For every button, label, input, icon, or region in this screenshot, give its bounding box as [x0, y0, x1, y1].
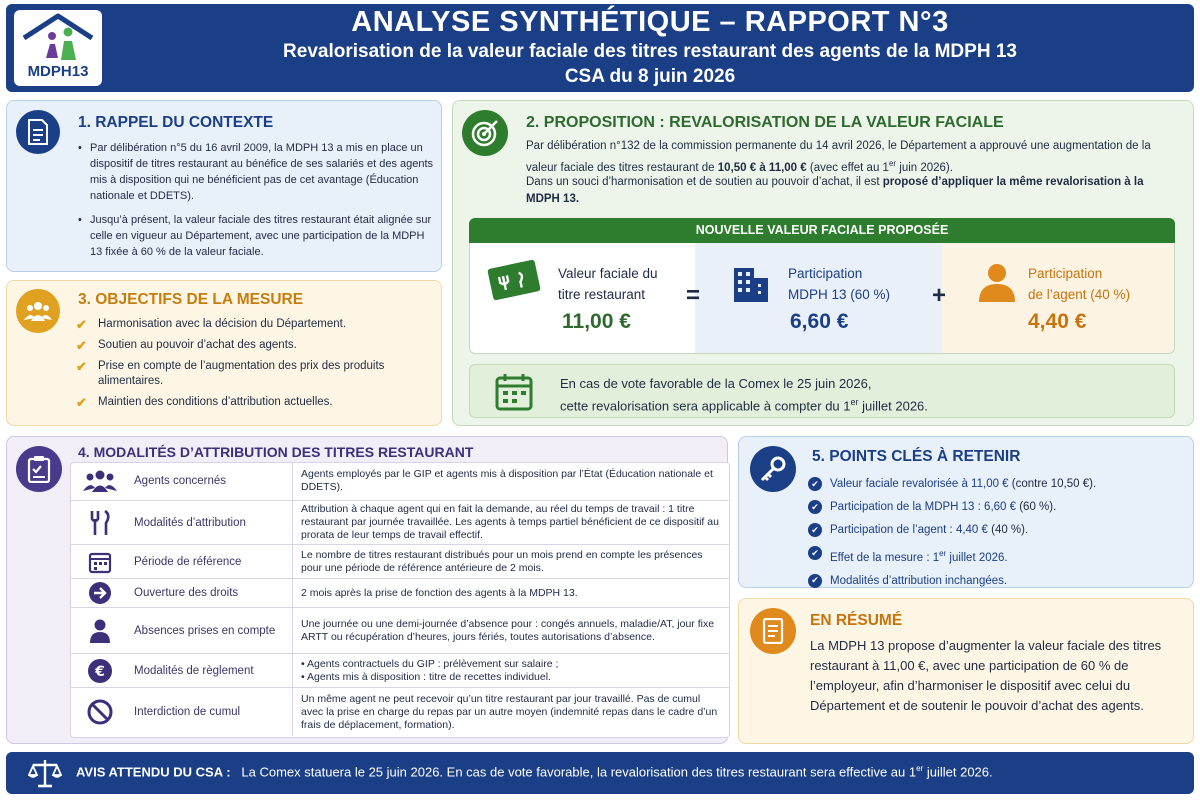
- cutlery-icon: [70, 501, 130, 544]
- calendar-icon: [494, 372, 534, 412]
- summary-text: La MDPH 13 propose d’augmenter la valeur faciale des titres restaurant à 11,00 €, avec une participation de 60 % de l’employeur, afin d’harmoniser le dispositif avec celui du Département et de soutenir le pouvoir d’achat des agents.: [810, 638, 1162, 713]
- check-icon: ✔: [76, 395, 87, 410]
- summary-title: EN RÉSUMÉ: [810, 612, 903, 629]
- row-value: 2 mois après la prise de fonction des agents à la MDPH 13.: [292, 579, 730, 607]
- person-icon: [976, 262, 1018, 302]
- check-icon: ✔: [76, 317, 87, 332]
- table-row: [70, 608, 730, 654]
- keypoint-item: ✔ Valeur faciale revalorisée à 11,00 € (contre 10,50 €).: [808, 477, 1188, 492]
- context-bullet: • Par délibération n°5 du 16 avril 2009, la MDPH 13 a mis en place un dispositif de titres restaurant au bénéfice de ses salariés et des agents mis à disposition qui ne bénéficient pas de cet avantage (Éducation nationale et DDETS).: [78, 140, 434, 204]
- row-label: Modalités d’attribution: [134, 516, 246, 529]
- row-value: Le nombre de titres restaurant distribués pour un mois prend en compte les présences pour une période de référence antérieure de 2 mois.: [292, 545, 730, 578]
- mdph-amount: 6,60 €: [790, 310, 849, 333]
- page-subtitle-date: CSA du 8 juin 2026: [564, 66, 736, 87]
- row-value: Une journée ou une demi-journée d’absence pour : congés annuels, maladie/AT, jour fixe ARTT ou récupération d’heures, jours fériés, toutes autorisations d’absence.: [292, 608, 730, 653]
- footer-text: AVIS ATTENDU DU CSA : La Comex statuera le 25 juin 2026. En cas de vote favorable, la revalorisation des titres restaurant sera effective au 1er juillet 2026.: [76, 764, 993, 780]
- row-value: Attribution à chaque agent qui en fait la demande, au réel du temps de travail : 1 titre restaurant par journée travaillée. Les agents à temps partiel bénéficient de ce dispositif au prorata de leur temps de travail effectif.: [292, 501, 730, 544]
- table-row: [70, 688, 730, 736]
- check-icon: ✔: [76, 338, 87, 353]
- proposal-text-1: Par délibération n°132 de la commission permanente du 14 avril 2026, le Département a approuvé une augmentation de la valeur faciale des titres restaurant de 10,50 € à 11,00 € (avec effet au 1er juin 2026).: [526, 140, 1151, 174]
- value-amount: 11,00 €: [562, 310, 631, 333]
- row-label: Période de référence: [134, 555, 242, 568]
- table-row: [70, 654, 730, 688]
- row-label: Modalités de règlement: [134, 664, 254, 677]
- document-icon: [16, 110, 60, 154]
- calendar-icon: [70, 545, 130, 578]
- value-label: Valeur faciale du titre restaurant: [558, 266, 658, 302]
- arrow-right-icon: [70, 579, 130, 607]
- footer-label: AVIS ATTENDU DU CSA :: [76, 764, 231, 780]
- check-circle-icon: ✔: [808, 477, 822, 491]
- table-row: [70, 462, 730, 501]
- objectives-title: 3. OBJECTIFS DE LA MESURE: [78, 291, 304, 308]
- row-value: Un même agent ne peut recevoir qu’un titre restaurant par jour travaillé. Pas de cumul avec la prise en charge du repas par un autre moyen (indemnité repas dans le cadre d’un frais de déplacement, formation).: [292, 688, 730, 736]
- row-value: • Agents contractuels du GIP : prélèvement sur salaire ; • Agents mis à disposition : titre de recettes individuel.: [292, 654, 730, 687]
- context-bullet: • Jusqu’à présent, la valeur faciale des titres restaurant était alignée sur celle en vigueur au Département, avec une participation de la MDPH 13 fixée à 60 % de la valeur faciale.: [78, 212, 434, 260]
- row-label: Ouverture des droits: [134, 587, 239, 599]
- check-circle-icon: ✔: [808, 500, 822, 514]
- plus-sign: +: [932, 282, 947, 309]
- keypoint-item: ✔ Modalités d’attribution inchangées.: [808, 574, 1188, 589]
- proposal-text-2: Dans un souci d’harmonisation et de soutien au pouvoir d’achat, il est proposé d’appliquer la même revalorisation à la MDPH 13.: [526, 176, 1144, 205]
- row-label: Agents concernés: [134, 475, 227, 487]
- keypoint-item: ✔ Effet de la mesure : 1er juillet 2026.: [808, 546, 1188, 566]
- check-icon: ✔: [76, 359, 87, 374]
- report-icon: [750, 608, 796, 654]
- values-banner: NOUVELLE VALEUR FACIALE PROPOSÉE: [469, 218, 1175, 243]
- objective-item: ✔ Prise en compte de l’augmentation des prix des produits alimentaires.: [76, 359, 385, 387]
- objective-item: ✔ Maintien des conditions d’attribution actuelles.: [76, 395, 333, 410]
- mdph-label: Participation MDPH 13 (60 %): [788, 266, 891, 302]
- row-label: Interdiction de cumul: [134, 706, 241, 718]
- page-subtitle: Revalorisation de la valeur faciale des titres restaurant des agents de la MDPH 13: [283, 41, 1017, 62]
- target-icon: [462, 110, 508, 156]
- context-bullets: [78, 140, 434, 268]
- equals-sign: =: [686, 282, 701, 309]
- row-value: Agents employés par le GIP et agents mis à disposition par l’État (Éducation nationale et DDETS).: [292, 462, 730, 500]
- people-icon: [70, 462, 130, 500]
- objectives-list: [76, 317, 436, 416]
- house-family-icon: [14, 10, 102, 66]
- agent-label: Participation de l’agent (40 %): [1028, 266, 1131, 302]
- prohibited-icon: [70, 688, 130, 736]
- objective-item: ✔ Soutien au pouvoir d’achat des agents.: [76, 338, 297, 353]
- building-icon: [730, 262, 772, 302]
- row-label: Absences prises en compte: [134, 624, 276, 637]
- objective-item: ✔ Harmonisation avec la décision du Département.: [76, 317, 347, 332]
- agent-amount: 4,40 €: [1028, 310, 1087, 333]
- check-circle-icon: ✔: [808, 574, 822, 588]
- modalites-title: 4. MODALITÉS D’ATTRIBUTION DES TITRES RESTAURANT: [78, 444, 474, 460]
- context-title: 1. RAPPEL DU CONTEXTE: [78, 114, 274, 131]
- keypoints-list: [808, 477, 1188, 597]
- vote-text: En cas de vote favorable de la Comex le 25 juin 2026, cette revalorisation sera applicable à compter du 1er juillet 2026.: [560, 376, 928, 414]
- table-row: [70, 579, 730, 608]
- mdph-logo: [14, 10, 102, 86]
- keypoint-item: ✔ Participation de l’agent : 4,40 € (40 %).: [808, 523, 1188, 538]
- keypoint-item: ✔ Participation de la MDPH 13 : 6,60 € (60 %).: [808, 500, 1188, 515]
- check-circle-icon: ✔: [808, 523, 822, 537]
- keypoints-title: 5. POINTS CLÉS À RETENIR: [812, 448, 1021, 465]
- group-icon: [16, 289, 60, 333]
- proposal-title: 2. PROPOSITION : REVALORISATION DE LA VALEUR FACIALE: [526, 114, 1004, 131]
- scales-icon: [28, 757, 62, 789]
- euro-icon: [70, 654, 130, 687]
- table-row: [70, 501, 730, 545]
- clipboard-icon: [16, 446, 62, 492]
- check-circle-icon: ✔: [808, 546, 822, 560]
- page-title: ANALYSE SYNTHÉTIQUE – RAPPORT N°3: [351, 6, 949, 38]
- logo-text: MDPH13: [27, 63, 89, 80]
- table-row: [70, 545, 730, 579]
- svg-text:€: €: [95, 663, 105, 680]
- key-icon: [750, 446, 796, 492]
- person-icon: [70, 608, 130, 653]
- ticket-icon: [486, 256, 544, 306]
